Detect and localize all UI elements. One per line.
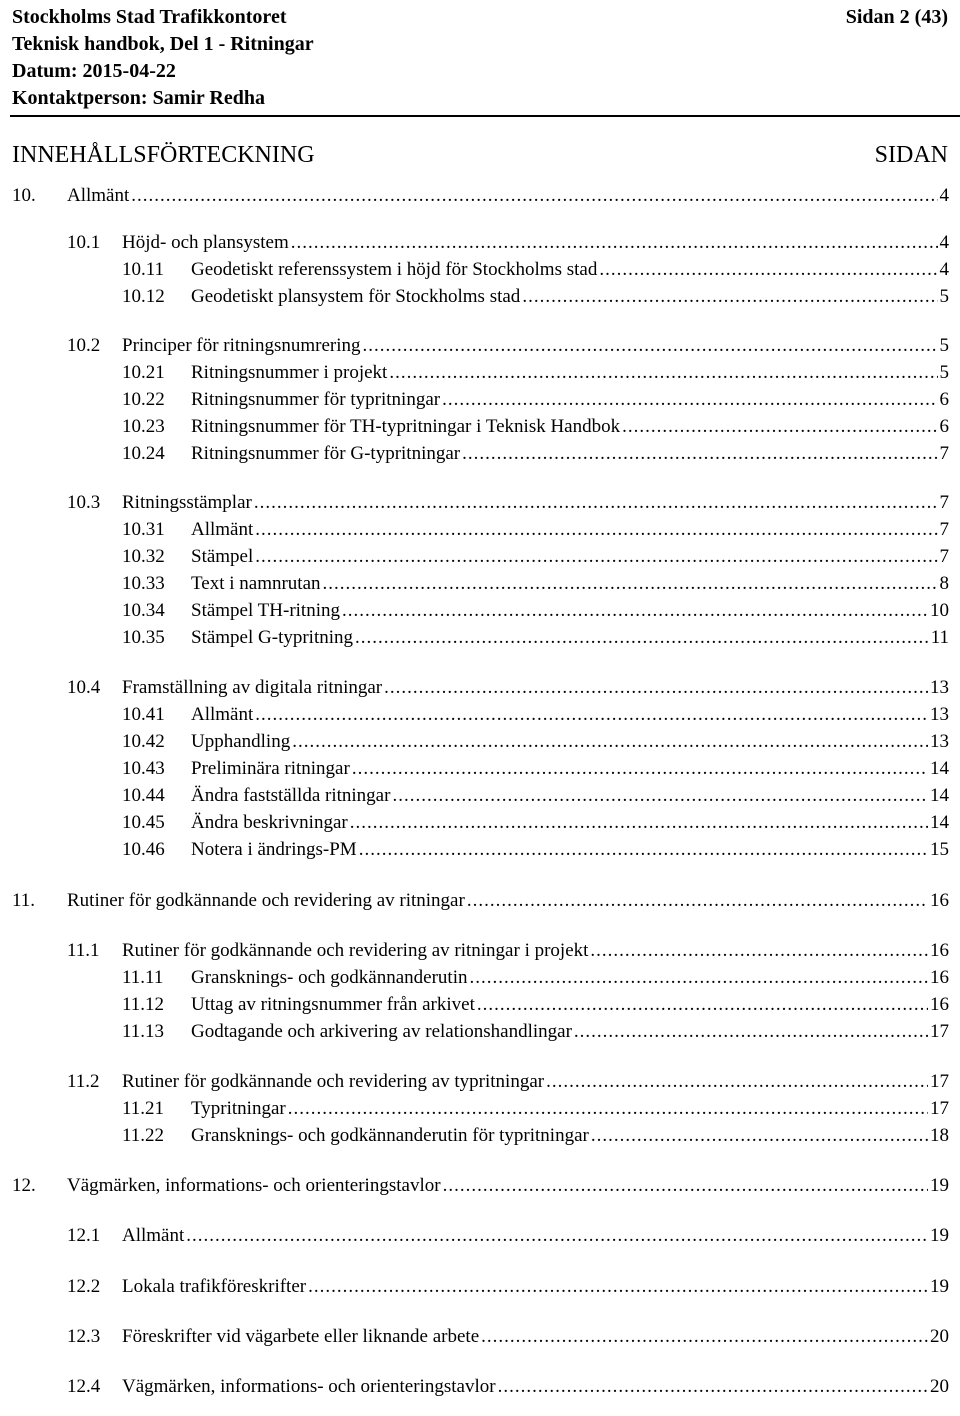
toc-dot-leader: [522, 284, 937, 310]
toc-entry-line: [191, 729, 949, 755]
toc-dot-leader: [392, 783, 928, 809]
toc-entry-number: 10.23: [122, 416, 165, 437]
toc-entry-page: 19: [930, 1276, 949, 1297]
toc-entry-number: 10.34: [122, 600, 165, 621]
toc-entry[interactable]: [0, 183, 949, 209]
toc-entry-page: 20: [930, 1376, 949, 1397]
toc-entry-title: Ändra fastställda ritningar: [191, 785, 391, 806]
toc-entry-title: Ritningsnummer för typritningar: [191, 389, 441, 410]
toc-entry[interactable]: [0, 598, 949, 624]
toc-entry-title: Rutiner för godkännande och revidering av ritningar i projekt: [122, 940, 589, 961]
toc-entry-number: 12.2: [67, 1276, 101, 1297]
toc-entry[interactable]: [0, 810, 949, 836]
toc-dot-leader: [443, 1173, 928, 1199]
toc-entry[interactable]: [0, 625, 949, 651]
toc-entry-title: Stämpel TH-ritning: [191, 600, 340, 621]
toc-entry[interactable]: [0, 490, 949, 516]
toc-entry-line: [122, 1324, 949, 1350]
toc-dot-leader: [186, 1223, 928, 1249]
toc-entry[interactable]: [0, 783, 949, 809]
toc-entry[interactable]: [0, 544, 949, 570]
toc-entry-title: Preliminära ritningar: [191, 758, 350, 779]
toc-entry-page: 6: [939, 389, 949, 410]
toc-entry-line: [191, 1019, 949, 1045]
toc-entry-title: Principer för ritningsnumrering: [122, 335, 361, 356]
toc-entry-line: [67, 888, 949, 914]
toc-entry-page: 17: [930, 1071, 949, 1092]
toc-entry[interactable]: [0, 387, 949, 413]
toc-entry-number: 11.22: [122, 1125, 165, 1146]
toc-entry-title: Geodetiskt plansystem för Stockholms stad: [191, 286, 521, 307]
toc-dot-leader: [355, 625, 929, 651]
toc-title: INNEHÅLLSFÖRTECKNING: [12, 142, 315, 168]
toc-entry-page: 19: [930, 1175, 949, 1196]
toc-entry-line: [191, 544, 949, 570]
toc-entry-page: 7: [939, 519, 949, 540]
toc-entry-line: [122, 230, 949, 256]
toc-entry-page: 10: [930, 600, 949, 621]
toc-entry-line: [122, 938, 949, 964]
toc-entry-title: Typritningar: [191, 1098, 286, 1119]
toc-entry-page: 14: [930, 758, 949, 779]
toc-entry[interactable]: [0, 888, 949, 914]
toc-entry-line: [122, 1374, 949, 1400]
header-contact: Kontaktperson: Samir Redha: [12, 87, 265, 109]
toc-entry-title: Geodetiskt referenssystem i höjd för Stockholms stad: [191, 259, 598, 280]
toc-entry[interactable]: [0, 1324, 949, 1350]
toc-entry-page: 5: [939, 335, 949, 356]
toc-entry-number: 10.11: [122, 259, 165, 280]
toc-entry-page: 14: [930, 785, 949, 806]
toc-entry-number: 11.13: [122, 1021, 165, 1042]
toc-entry[interactable]: [0, 837, 949, 863]
toc-entry[interactable]: [0, 729, 949, 755]
toc-dot-leader: [599, 257, 937, 283]
toc-entry-page: 4: [939, 232, 949, 253]
toc-entry-page: 8: [939, 573, 949, 594]
header-row-4: [12, 85, 948, 112]
toc-entry-page: 11: [930, 627, 949, 648]
header-handbook: Teknisk handbok, Del 1 - Ritningar: [12, 33, 314, 55]
toc-entry-line: [191, 1096, 949, 1122]
toc-entry-line: [191, 810, 949, 836]
toc-dot-leader: [384, 675, 928, 701]
toc-entry-line: [122, 333, 949, 359]
toc-dot-leader: [498, 1374, 928, 1400]
toc-dot-leader: [308, 1274, 928, 1300]
toc-entry-line: [191, 387, 949, 413]
toc-entry-title: Gransknings- och godkännanderutin för typritningar: [191, 1125, 589, 1146]
toc-entry-line: [191, 360, 949, 386]
toc-entry-number: 10.21: [122, 362, 165, 383]
toc-entry-number: 11.2: [67, 1071, 100, 1092]
header-row-1: [12, 4, 948, 31]
toc-entry-number: 11.: [12, 890, 36, 911]
toc-entry-line: [191, 702, 949, 728]
page-header: [12, 4, 948, 112]
toc-dot-leader: [131, 183, 937, 209]
toc-entry-number: 10.46: [122, 839, 165, 860]
toc-entry-line: [191, 837, 949, 863]
toc-entry-title: Ritningsnummer i projekt: [191, 362, 388, 383]
toc-entry-line: [191, 1123, 949, 1149]
toc-entry-line: [191, 783, 949, 809]
toc-entry-number: 10.22: [122, 389, 165, 410]
toc-entry-title: Stämpel: [191, 546, 254, 567]
toc-entry-number: 12.3: [67, 1326, 101, 1347]
toc-entry-line: [122, 1223, 949, 1249]
toc-entry-page: 14: [930, 812, 949, 833]
toc-entry-number: 10.2: [67, 335, 101, 356]
toc-entry[interactable]: [0, 284, 949, 310]
toc-entry-line: [67, 1173, 949, 1199]
toc-dot-leader: [477, 992, 928, 1018]
toc-entry-title: Ändra beskrivningar: [191, 812, 348, 833]
toc-entry-number: 12.: [12, 1175, 36, 1196]
toc-entry-line: [191, 571, 949, 597]
toc-entry-number: 10.1: [67, 232, 101, 253]
toc-entry[interactable]: [0, 992, 949, 1018]
toc-entry-page: 7: [939, 443, 949, 464]
toc-entry[interactable]: [0, 1274, 949, 1300]
toc-entry-title: Godtagande och arkivering av relationshandlingar: [191, 1021, 572, 1042]
toc-entry-line: [122, 1274, 949, 1300]
toc-entry-title: Notera i ändrings-PM: [191, 839, 357, 860]
toc-entry-number: 11.21: [122, 1098, 165, 1119]
toc-entry-number: 11.11: [122, 967, 164, 988]
toc-entry-number: 10.24: [122, 443, 165, 464]
toc-entry-title: Höjd- och plansystem: [122, 232, 289, 253]
toc-entry-line: [191, 992, 949, 1018]
toc-entry-number: 10.33: [122, 573, 165, 594]
toc-dot-leader: [467, 888, 928, 914]
toc-entry[interactable]: [0, 675, 949, 701]
toc-entry[interactable]: [0, 1096, 949, 1122]
toc-entry-title: Vägmärken, informations- och orienteringstavlor: [67, 1175, 441, 1196]
toc-entry-page: 17: [930, 1021, 949, 1042]
toc-entry-title: Ritningsstämplar: [122, 492, 252, 513]
toc-entry[interactable]: [0, 257, 949, 283]
toc-entry-line: [191, 965, 949, 991]
toc-entry[interactable]: [0, 571, 949, 597]
toc-entry-title: Allmänt: [67, 185, 130, 206]
toc-entry-number: 10.41: [122, 704, 165, 725]
toc-entry-title: Lokala trafikföreskrifter: [122, 1276, 307, 1297]
header-row-2: [12, 31, 948, 58]
header-page-label: Sidan 2 (43): [845, 6, 948, 28]
toc-dot-leader: [363, 333, 938, 359]
toc-dot-leader: [323, 571, 938, 597]
toc-dot-leader: [255, 702, 928, 728]
toc-entry[interactable]: [0, 1223, 949, 1249]
toc-dot-leader: [342, 598, 928, 624]
toc-dot-leader: [590, 938, 928, 964]
toc-entry-page: 13: [930, 704, 949, 725]
toc-entry-page: 4: [939, 185, 949, 206]
toc-entry-page: 13: [930, 731, 949, 752]
toc-entry-number: 12.1: [67, 1225, 101, 1246]
toc-entry[interactable]: [0, 1069, 949, 1095]
toc-entry[interactable]: [0, 414, 949, 440]
toc-dot-leader: [591, 1123, 928, 1149]
toc-entry-title: Stämpel G-typritning: [191, 627, 354, 648]
toc-entry-line: [122, 675, 949, 701]
toc-page-column-label: SIDAN: [874, 142, 948, 168]
toc-dot-leader: [288, 1096, 928, 1122]
toc-entry-line: [191, 517, 949, 543]
toc-entry-number: 10.3: [67, 492, 101, 513]
toc-entry-title: Föreskrifter vid vägarbete eller liknande arbete: [122, 1326, 480, 1347]
toc-entry-title: Allmänt: [191, 704, 254, 725]
header-date: Datum: 2015-04-22: [12, 60, 176, 82]
toc-entry-number: 10.12: [122, 286, 165, 307]
toc-entry-number: 10.44: [122, 785, 165, 806]
toc-entry[interactable]: [0, 702, 949, 728]
toc-dot-leader: [442, 387, 937, 413]
toc-entry-title: Framställning av digitala ritningar: [122, 677, 383, 698]
toc-entry-page: 16: [930, 890, 949, 911]
toc-dot-leader: [389, 360, 937, 386]
toc-entry[interactable]: [0, 517, 949, 543]
toc-entry[interactable]: [0, 756, 949, 782]
toc-entry-title: Uttag av ritningsnummer från arkivet: [191, 994, 475, 1015]
toc-entry-line: [191, 625, 949, 651]
toc-entry[interactable]: [0, 360, 949, 386]
toc-entry-page: 5: [939, 362, 949, 383]
toc-entry-line: [191, 441, 949, 467]
toc-entry[interactable]: [0, 938, 949, 964]
toc-entry-number: 10.45: [122, 812, 165, 833]
toc-entry-page: 20: [930, 1326, 949, 1347]
toc-entry-title: Allmänt: [122, 1225, 185, 1246]
toc-entry-page: 18: [930, 1125, 949, 1146]
toc-dot-leader: [546, 1069, 928, 1095]
toc-entry-page: 17: [930, 1098, 949, 1119]
toc-entry-page: 13: [930, 677, 949, 698]
toc-entry-page: 5: [939, 286, 949, 307]
toc-dot-leader: [255, 517, 937, 543]
toc-entry[interactable]: [0, 230, 949, 256]
toc-dot-leader: [291, 230, 938, 256]
toc-entry-page: 19: [930, 1225, 949, 1246]
toc-entry-title: Upphandling: [191, 731, 291, 752]
toc-entry-line: [191, 257, 949, 283]
toc-entry-number: 10.42: [122, 731, 165, 752]
toc-entry-number: 10.43: [122, 758, 165, 779]
toc-entry-line: [67, 183, 949, 209]
toc-dot-leader: [574, 1019, 928, 1045]
toc-entry-page: 6: [939, 416, 949, 437]
toc-entry-line: [191, 414, 949, 440]
toc-dot-leader: [359, 837, 928, 863]
toc-dot-leader: [350, 810, 928, 836]
toc-entry-line: [191, 756, 949, 782]
toc-entry-title: Ritningsnummer för TH-typritningar i Teknisk Handbok: [191, 416, 621, 437]
toc-dot-leader: [254, 490, 938, 516]
toc-entry-page: 16: [930, 967, 949, 988]
toc-dot-leader: [255, 544, 937, 570]
toc-dot-leader: [462, 441, 937, 467]
toc-entry-line: [122, 1069, 949, 1095]
toc-entry-page: 16: [930, 994, 949, 1015]
toc-dot-leader: [352, 756, 928, 782]
header-org: Stockholms Stad Trafikkontoret: [12, 6, 287, 28]
toc-entry-title: Text i namnrutan: [191, 573, 321, 594]
toc-dot-leader: [622, 414, 937, 440]
toc-entry-number: 11.12: [122, 994, 165, 1015]
header-row-3: [12, 58, 948, 85]
toc-entry[interactable]: [0, 441, 949, 467]
toc-entry-number: 10.: [12, 185, 36, 206]
toc-entry-page: 7: [939, 546, 949, 567]
toc-entry-number: 10.32: [122, 546, 165, 567]
toc-entry-page: 15: [930, 839, 949, 860]
toc-entry[interactable]: [0, 1123, 949, 1149]
toc-entry-title: Rutiner för godkännande och revidering av ritningar: [67, 890, 465, 911]
toc-entry-number: 10.4: [67, 677, 101, 698]
toc-entry-page: 4: [939, 259, 949, 280]
toc-entry-line: [122, 490, 949, 516]
toc-entry-line: [191, 598, 949, 624]
toc-entry-title: Vägmärken, informations- och orienteringstavlor: [122, 1376, 496, 1397]
header-divider: [10, 115, 960, 117]
toc-dot-leader: [292, 729, 928, 755]
toc-entry-number: 12.4: [67, 1376, 101, 1397]
toc-entry[interactable]: [0, 333, 949, 359]
toc-entry-page: 7: [939, 492, 949, 513]
toc-entry-title: Ritningsnummer för G-typritningar: [191, 443, 461, 464]
toc-entry-line: [191, 284, 949, 310]
toc-entry-title: Allmänt: [191, 519, 254, 540]
toc-dot-leader: [481, 1324, 928, 1350]
toc-entry-number: 10.31: [122, 519, 165, 540]
toc-entry-number: 10.35: [122, 627, 165, 648]
toc-dot-leader: [470, 965, 929, 991]
toc-entry-title: Gransknings- och godkännanderutin: [191, 967, 468, 988]
toc-entry[interactable]: [0, 1173, 949, 1199]
toc-entry-page: 16: [930, 940, 949, 961]
toc-entry[interactable]: [0, 1019, 949, 1045]
toc-heading-row: [12, 140, 948, 170]
toc-entry-number: 11.1: [67, 940, 100, 961]
toc-entry[interactable]: [0, 965, 949, 991]
toc-entry[interactable]: [0, 1374, 949, 1400]
toc-entry-title: Rutiner för godkännande och revidering av typritningar: [122, 1071, 545, 1092]
